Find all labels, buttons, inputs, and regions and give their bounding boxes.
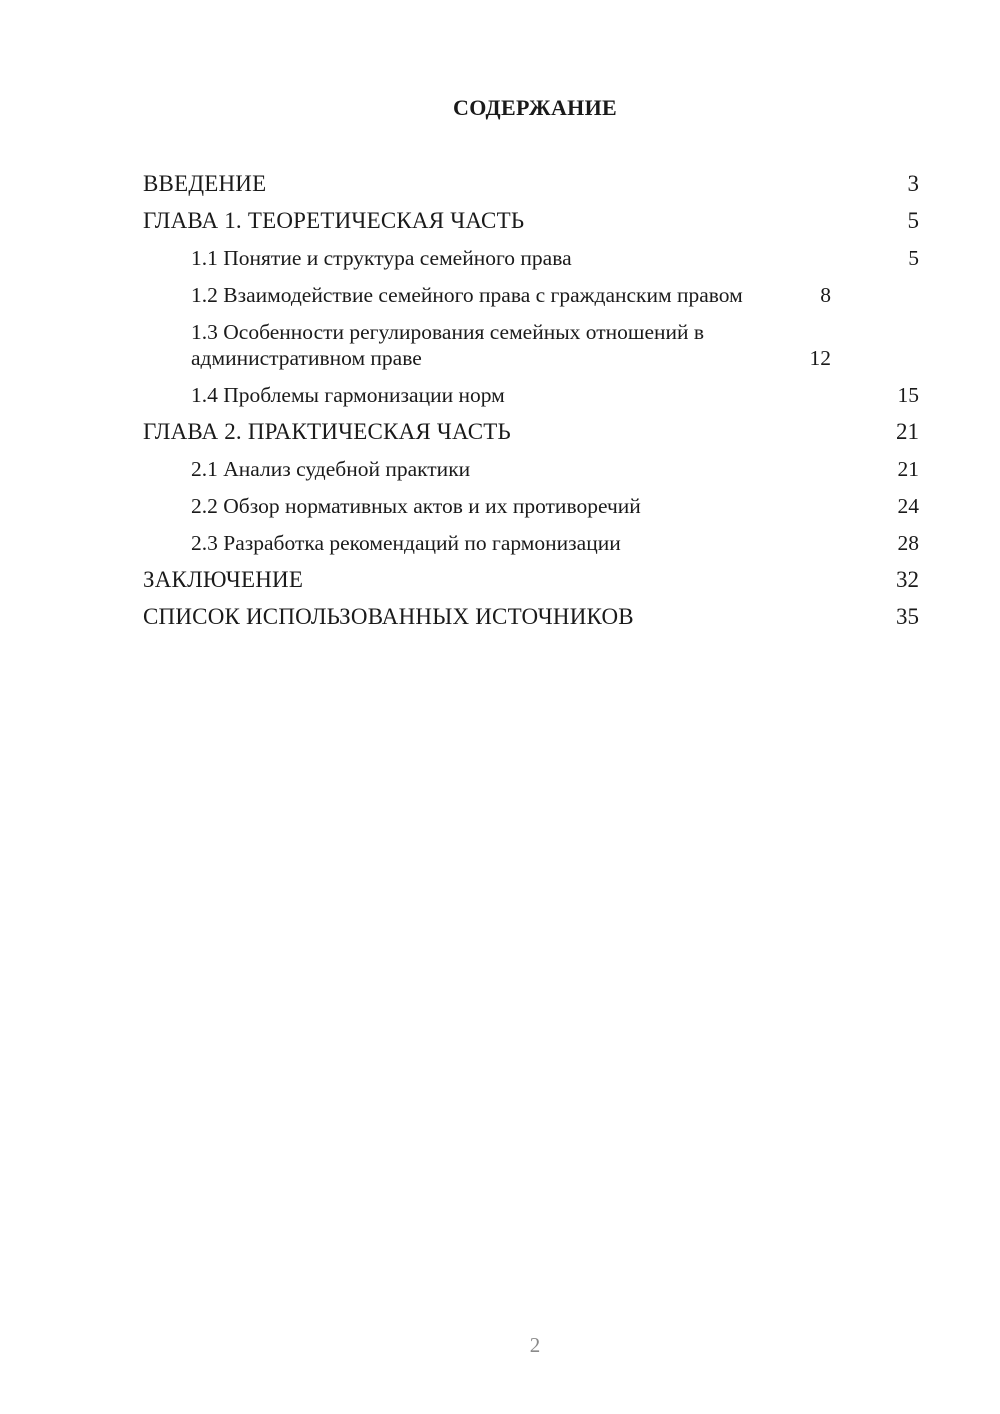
toc-item-section-2-3[interactable] (143, 526, 919, 563)
page-number: 2 (529, 1333, 541, 1357)
toc-item-section-1-1[interactable] (143, 241, 919, 278)
toc-item-page: 5 (908, 246, 919, 270)
toc-item-label: СПИСОК ИСПОЛЬЗОВАННЫХ ИСТОЧНИКОВ (143, 604, 634, 629)
toc-item-page: 15 (897, 383, 919, 407)
toc-item-page: 8 (820, 283, 831, 307)
toc-item-page: 3 (907, 171, 919, 196)
toc-item-section-2-1[interactable] (143, 452, 919, 489)
toc-item-label: ГЛАВА 2. ПРАКТИЧЕСКАЯ ЧАСТЬ (143, 419, 511, 444)
toc-item-section-1-3[interactable] (143, 315, 919, 378)
toc-item-page: 21 (896, 419, 919, 444)
toc-item-page: 35 (896, 604, 919, 629)
toc-item-label: 2.1 Анализ судебной практики (191, 457, 471, 481)
toc-item-label: 2.2 Обзор нормативных актов и их противоречий (191, 494, 641, 518)
toc-item-label: ГЛАВА 1. ТЕОРЕТИЧЕСКАЯ ЧАСТЬ (143, 208, 525, 233)
toc-item-section-1-2[interactable] (143, 278, 919, 315)
toc-item-page: 12 (809, 346, 831, 370)
toc-item-label: ВВЕДЕНИЕ (143, 171, 267, 196)
toc-item-label: 1.1 Понятие и структура семейного права (191, 246, 572, 270)
page-title: СОДЕРЖАНИЕ (453, 95, 617, 120)
toc-item-label: 1.4 Проблемы гармонизации норм (191, 383, 505, 407)
toc-item-page: 28 (897, 531, 919, 555)
toc-item-chapter-2[interactable] (143, 415, 919, 452)
toc-item-chapter-1[interactable] (143, 204, 919, 241)
toc-item-page: 21 (897, 457, 919, 481)
toc-item-section-1-4[interactable] (143, 378, 919, 415)
toc-item-label: 1.2 Взаимодействие семейного права с гражданским правом (191, 283, 743, 307)
toc-item-label: 2.3 Разработка рекомендаций по гармонизации (191, 531, 621, 555)
toc-item-section-2-2[interactable] (143, 489, 919, 526)
toc-item-conclusion[interactable] (143, 563, 919, 600)
toc-item-page: 32 (896, 567, 919, 592)
toc-item-page: 24 (897, 494, 919, 518)
toc-item-label: ЗАКЛЮЧЕНИЕ (143, 567, 304, 592)
toc-item-introduction[interactable] (143, 167, 919, 204)
toc-item-label: 1.3 Особенности регулирования семейных отношений в административном праве (191, 320, 705, 370)
toc-item-references[interactable] (143, 600, 919, 637)
toc-item-page: 5 (907, 208, 919, 233)
table-of-contents (143, 167, 919, 637)
